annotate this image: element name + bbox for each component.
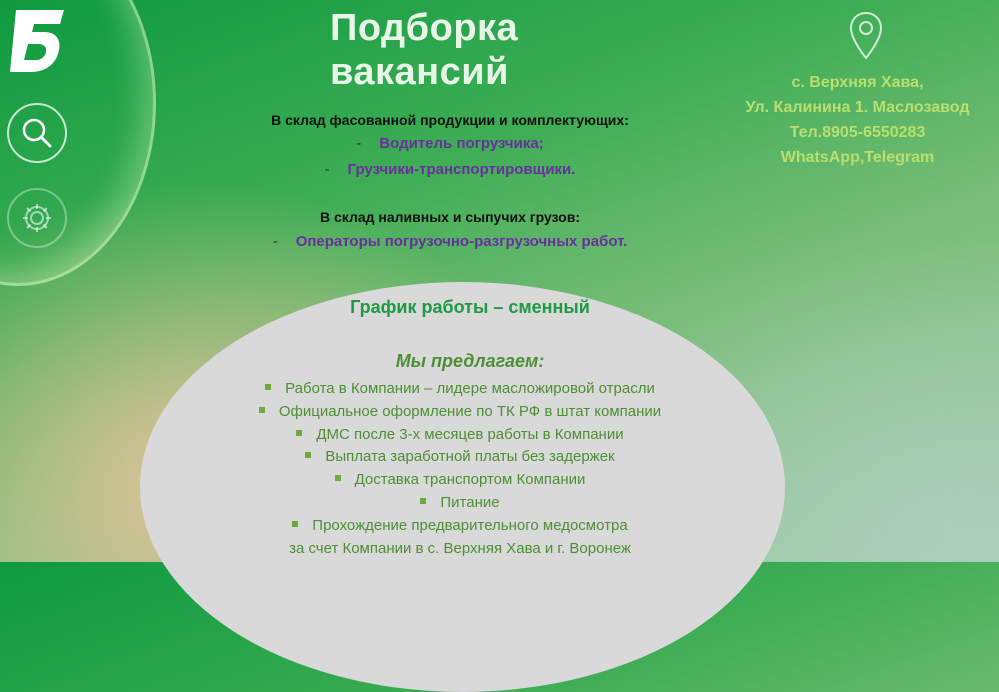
- bullet-icon: [265, 384, 271, 390]
- warehouse2-job: - Операторы погрузочно-разгрузочных работ.: [272, 233, 628, 250]
- list-item: [180, 492, 740, 515]
- list-item: [180, 401, 740, 424]
- bullet-icon: [305, 452, 311, 458]
- list-item: [180, 378, 740, 401]
- offer-text: ДМС после 3-х месяцев работы в Компании: [316, 425, 624, 443]
- list-item: [180, 446, 740, 469]
- schedule-heading: График работы – сменный: [350, 297, 590, 317]
- contact-address: с. Верхняя Хава,: [791, 74, 924, 91]
- job-title: Грузчики-транспортировщики.: [347, 161, 576, 178]
- warehouse2-heading: В склад наливных и сыпучих грузов:: [320, 209, 580, 225]
- gear-icon: [7, 188, 67, 248]
- list-item: [180, 515, 740, 538]
- warehouse1-job: - Грузчики-транспортировщики.: [324, 161, 576, 178]
- job-title: Операторы погрузочно-разгрузочных работ.: [295, 233, 628, 250]
- contact-messengers: WhatsApp,Telegram: [780, 149, 935, 166]
- search-icon: [7, 103, 67, 163]
- location-pin-icon: [848, 11, 884, 66]
- warehouse2-section: [200, 209, 700, 225]
- offer-text: Официальное оформление по ТК РФ в штат компании: [278, 402, 662, 420]
- list-item: [180, 469, 740, 492]
- bullet-icon: [420, 498, 426, 504]
- page-title: [330, 6, 630, 94]
- offer-list: [180, 378, 740, 560]
- warehouse1-job: - Водитель погрузчика;: [356, 135, 544, 152]
- bullet-icon: [335, 475, 341, 481]
- offer-text: Питание: [440, 493, 500, 511]
- warehouse1-heading: В склад фасованной продукции и комплектующих:: [271, 112, 629, 128]
- offer-heading: Мы предлагаем:: [395, 351, 545, 371]
- job-title: Водитель погрузчика;: [379, 135, 544, 152]
- bullet-icon: [259, 407, 265, 413]
- contact-street: Ул. Калинина 1. Маслозавод: [745, 99, 970, 116]
- warehouse1-section: [200, 112, 700, 128]
- offer-text: Прохождение предварительного медосмотра: [312, 516, 628, 534]
- contact-phone: Тел.8905-6550283: [789, 124, 926, 141]
- bullet-icon: [296, 430, 302, 436]
- list-item-continuation: за счет Компании в с. Верхняя Хава и г. Воронеж: [289, 539, 631, 557]
- logo-icon: [8, 4, 66, 74]
- list-item: [180, 424, 740, 447]
- offer-text: Выплата заработной платы без задержек: [325, 448, 615, 466]
- title-line: Подборка: [330, 7, 519, 49]
- title-line: вакансий: [330, 51, 509, 93]
- bullet-icon: [292, 521, 298, 527]
- contacts-block: [720, 70, 995, 170]
- offer-text: Работа в Компании – лидере масложировой отрасли: [285, 380, 655, 397]
- offer-text: Доставка транспортом Компании: [354, 471, 586, 489]
